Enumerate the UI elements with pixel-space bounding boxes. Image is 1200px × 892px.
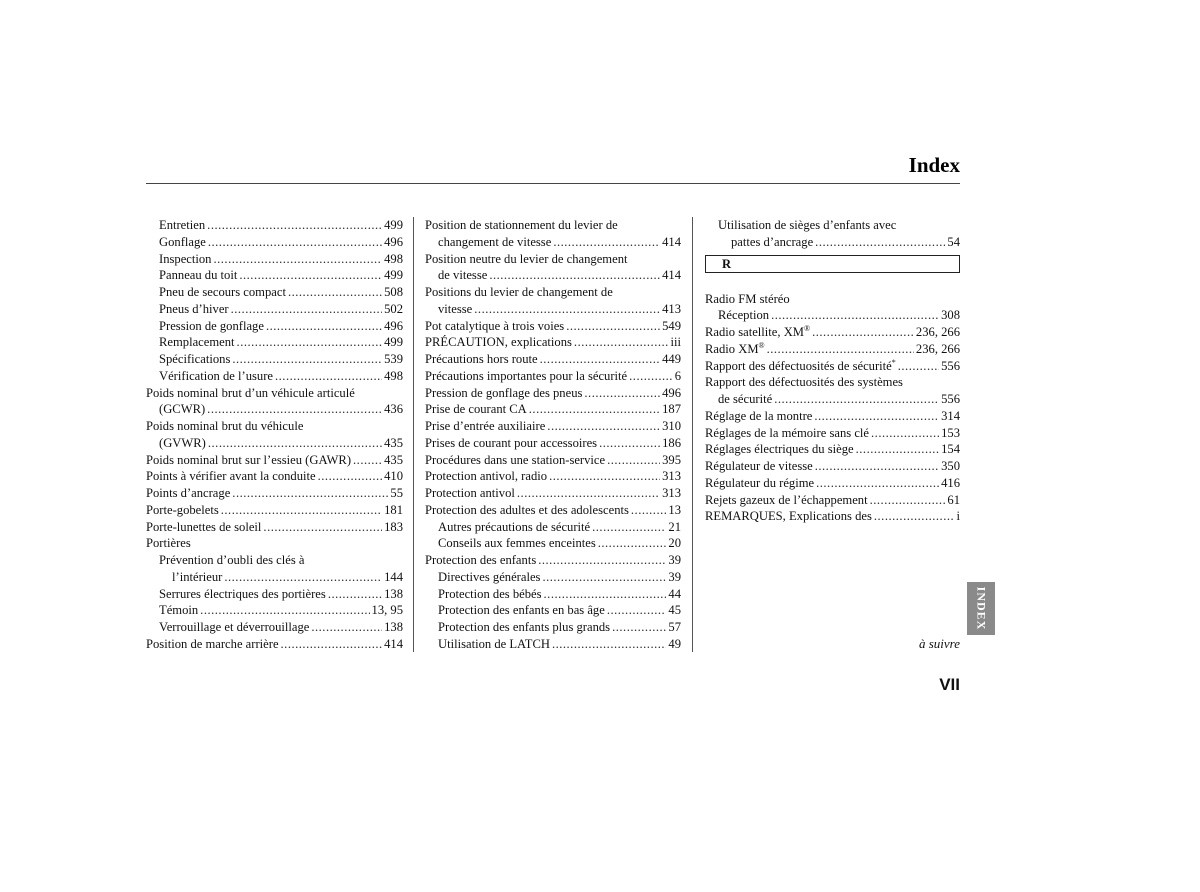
index-column-2 <box>425 217 681 653</box>
dot-leader <box>898 358 939 375</box>
index-entry-page: 54 <box>947 234 960 249</box>
index-entry-label: Pression de gonflage <box>159 318 264 333</box>
index-entry <box>425 318 681 335</box>
index-entry <box>146 267 403 284</box>
index-entry-page: 449 <box>662 352 681 366</box>
index-entry <box>705 291 960 308</box>
dot-leader <box>856 441 939 458</box>
dot-leader <box>599 435 660 452</box>
index-entry-page: i <box>956 509 960 524</box>
index-column-3 <box>705 217 960 525</box>
index-entry <box>146 234 403 251</box>
index-entry <box>146 619 403 636</box>
index-entry-label: Rejets gazeux de l’échappement <box>705 492 868 507</box>
index-entry-label: Vérification de l’usure <box>159 368 273 383</box>
index-entry-page: 181 <box>384 502 403 517</box>
dot-leader <box>598 535 667 552</box>
index-entry-label: Entretien <box>159 218 206 232</box>
section-r-entries <box>705 291 960 526</box>
dot-leader <box>871 425 939 442</box>
index-entry-page: 499 <box>384 218 403 232</box>
index-entry-page: iii <box>670 335 681 350</box>
dot-leader <box>631 502 667 519</box>
page-number: VII <box>939 675 960 694</box>
index-entry-page: 313 <box>662 469 681 484</box>
index-entry-label: Spécifications <box>159 352 231 366</box>
index-entry-page: 414 <box>662 234 681 249</box>
index-entry <box>705 358 960 375</box>
index-entry-label: Porte-gobelets <box>146 502 219 517</box>
index-entry-label: Protection des enfants plus grands <box>438 620 611 634</box>
dot-leader <box>239 267 382 284</box>
index-entry-label: Prise d’entrée auxiliaire <box>425 419 546 433</box>
index-entry-page: 498 <box>384 251 403 266</box>
index-entry-page: 435 <box>384 452 403 467</box>
index-entry-page: 39 <box>668 569 681 584</box>
index-entry-label: Protection antivol, radio <box>425 469 548 484</box>
index-entry-label: Poids nominal brut du véhicule <box>146 419 304 433</box>
index-entry-label: Position de stationnement du levier de <box>425 218 618 232</box>
index-entry-label: Pneu de secours compact <box>159 285 286 299</box>
index-entry-page: 310 <box>662 419 681 433</box>
index-entry <box>146 284 403 301</box>
index-entry-page: 556 <box>941 358 960 373</box>
index-entry <box>425 519 681 536</box>
index-entry <box>146 452 403 469</box>
dot-leader <box>815 234 945 251</box>
index-entry <box>705 307 960 324</box>
dot-leader <box>263 519 382 536</box>
dot-leader <box>607 452 660 469</box>
index-entry-label: Réglages de la mémoire sans clé <box>705 425 870 440</box>
superscript-mark: ® <box>804 323 811 333</box>
index-entry-page: 153 <box>941 425 960 440</box>
dot-leader <box>517 485 660 502</box>
index-entry-label: Pression de gonflage des pneus <box>425 385 583 400</box>
index-entry <box>146 569 403 586</box>
superscript-mark: ® <box>758 340 765 350</box>
index-entry <box>146 485 403 502</box>
index-entry-label: Panneau du toit <box>159 268 238 283</box>
index-entry-label: Position neutre du levier de changement <box>425 251 628 266</box>
index-entry <box>425 485 681 502</box>
dot-leader <box>232 351 382 368</box>
index-entry-page: 496 <box>384 318 403 333</box>
index-entry-page: 20 <box>668 536 681 551</box>
index-entry <box>705 234 960 251</box>
dot-leader <box>200 602 369 619</box>
dot-leader <box>612 619 666 636</box>
index-entry-label: Remplacement <box>159 335 235 350</box>
index-entry-page: 308 <box>941 308 960 323</box>
index-entry <box>425 586 681 603</box>
dot-leader <box>207 217 382 234</box>
dot-leader <box>607 602 667 619</box>
index-entry <box>705 324 960 341</box>
index-entry-label: Positions du levier de changement de <box>425 285 613 299</box>
dot-leader <box>231 301 383 318</box>
index-entry-label: Utilisation de sièges d’enfants avec <box>718 218 897 232</box>
index-entry-page: 496 <box>384 234 403 249</box>
index-entry-page: 556 <box>941 392 960 406</box>
dot-leader <box>275 368 382 385</box>
index-entry <box>425 636 681 653</box>
dot-leader <box>311 619 382 636</box>
index-entry-label: Portières <box>146 536 191 551</box>
column-divider <box>692 217 693 652</box>
index-entry <box>146 636 403 653</box>
index-entry-label: Inspection <box>159 251 212 266</box>
index-entry <box>425 468 681 485</box>
index-entry-page: 61 <box>947 492 960 507</box>
index-entry-label: Protection des enfants en bas âge <box>438 603 605 618</box>
index-entry-label: Protection des bébés <box>438 586 542 601</box>
index-entry <box>425 301 681 318</box>
index-entry-page: 21 <box>668 519 681 534</box>
dot-leader <box>815 458 939 475</box>
dot-leader <box>816 475 939 492</box>
index-entry-page: 414 <box>384 636 403 651</box>
index-entry <box>146 435 403 452</box>
index-column-1 <box>146 217 403 653</box>
index-entry-label: Pneus d’hiver <box>159 301 229 316</box>
dot-leader <box>549 468 660 485</box>
index-entry-label: Précautions hors route <box>425 352 538 366</box>
index-entry <box>146 519 403 536</box>
index-entry-label: de sécurité <box>718 392 773 406</box>
dot-leader <box>540 351 660 368</box>
index-entry <box>146 602 403 619</box>
dot-leader <box>553 234 660 251</box>
index-entry-page: 413 <box>662 301 681 316</box>
index-entry <box>146 418 403 435</box>
index-entry <box>425 418 681 435</box>
index-entry-page: 435 <box>384 435 403 450</box>
index-entry-label: Autres précautions de sécurité <box>438 519 591 534</box>
index-entry-label: Gonflage <box>159 234 206 249</box>
index-entry-page: 39 <box>668 553 681 567</box>
dot-leader <box>592 519 666 536</box>
dot-leader <box>266 318 382 335</box>
index-entry-page: 313 <box>662 486 681 500</box>
index-entry <box>425 435 681 452</box>
index-entry-page: 45 <box>668 603 681 618</box>
continued-note: à suivre <box>918 636 960 651</box>
dot-leader <box>547 418 660 435</box>
index-entry <box>425 401 681 418</box>
page-title: Index <box>908 153 960 177</box>
dot-leader <box>771 307 939 324</box>
dot-leader <box>208 435 382 452</box>
index-entry-label: Points d’ancrage <box>146 486 231 500</box>
index-entry-label: Position de marche arrière <box>146 636 279 651</box>
dot-leader <box>767 341 914 358</box>
index-entry <box>146 385 403 402</box>
index-entry <box>146 535 403 552</box>
title-rule <box>146 183 960 184</box>
index-entry-label: pattes d’ancrage <box>731 234 814 249</box>
index-column-3-top <box>705 217 960 251</box>
index-entry <box>705 441 960 458</box>
dot-leader <box>544 586 667 603</box>
index-entry-page: 539 <box>384 352 403 366</box>
index-entry-page: 183 <box>384 519 403 534</box>
index-entry <box>425 552 681 569</box>
dot-leader <box>474 301 660 318</box>
dot-leader <box>288 284 382 301</box>
index-entry-page: 44 <box>668 586 681 601</box>
dot-leader <box>774 391 939 408</box>
index-entry <box>425 385 681 402</box>
dot-leader <box>328 586 382 603</box>
index-entry-page: 236, 266 <box>915 325 960 339</box>
index-entry <box>146 351 403 368</box>
index-entry-page: 508 <box>384 285 403 299</box>
index-entry-label: PRÉCAUTION, explications <box>425 335 572 350</box>
index-entry-label: vitesse <box>438 301 473 316</box>
index-entry <box>705 508 960 525</box>
index-entry <box>146 318 403 335</box>
dot-leader <box>566 318 660 335</box>
index-entry-label: Rapport des défectuosités des systèmes <box>705 375 903 390</box>
index-entry <box>146 502 403 519</box>
index-entry <box>425 569 681 586</box>
index-entry-page: 236, 266 <box>915 341 960 356</box>
index-entry <box>146 552 403 569</box>
index-entry-label: Poids nominal brut d’un véhicule articulé <box>146 385 355 400</box>
index-entry-label: changement de vitesse <box>438 234 552 249</box>
index-entry-label: (GVWR) <box>159 435 206 450</box>
index-entry-page: 144 <box>384 569 403 584</box>
index-entry <box>425 217 681 234</box>
index-entry-page: 187 <box>662 402 681 417</box>
index-side-tab[interactable] <box>967 582 995 635</box>
index-entry-page: 314 <box>941 408 960 423</box>
column-divider <box>413 217 414 652</box>
index-entry-label: Prise de courant CA <box>425 402 527 417</box>
index-entry-page: 55 <box>390 486 403 500</box>
index-entry-page: 6 <box>674 368 681 383</box>
index-entry <box>425 535 681 552</box>
index-entry <box>705 458 960 475</box>
index-entry <box>425 602 681 619</box>
section-header-r: R <box>705 255 960 273</box>
index-entry <box>705 425 960 442</box>
index-entry-label: Radio FM stéréo <box>705 291 790 306</box>
index-entry <box>146 334 403 351</box>
index-entry-page: 549 <box>662 318 681 333</box>
index-entry <box>425 284 681 301</box>
index-entry-label: Protection antivol <box>425 486 515 500</box>
index-entry-label: Témoin <box>159 603 199 618</box>
index-entry-label: de vitesse <box>438 268 488 283</box>
superscript-mark: * <box>891 357 896 367</box>
index-entry <box>425 334 681 351</box>
index-entry-label: Rapport des défectuosités de sécurité* <box>705 357 896 373</box>
index-entry <box>146 251 403 268</box>
index-entry-label: Radio XM® <box>705 340 765 356</box>
index-entry <box>705 391 960 408</box>
dot-leader <box>224 569 382 586</box>
index-entry-label: Protection des enfants <box>425 553 537 567</box>
index-entry <box>425 351 681 368</box>
index-entry <box>425 368 681 385</box>
dot-leader <box>574 334 669 351</box>
index-entry-label: (GCWR) <box>159 402 206 417</box>
index-entry <box>705 341 960 358</box>
dot-leader <box>281 636 383 653</box>
index-entry-page: 57 <box>668 620 681 634</box>
index-entry <box>146 301 403 318</box>
dot-leader <box>221 502 382 519</box>
dot-leader <box>489 267 660 284</box>
dot-leader <box>207 401 382 418</box>
index-entry <box>705 217 960 234</box>
index-entry-label: Points à vérifier avant la conduite <box>146 469 316 484</box>
index-entry-page: 499 <box>384 268 403 283</box>
index-entry <box>705 374 960 391</box>
index-entry-page: 13, 95 <box>371 603 403 618</box>
index-entry-page: 154 <box>941 442 960 457</box>
dot-leader <box>232 485 388 502</box>
index-entry-page: 498 <box>384 368 403 383</box>
index-entry-label: Protection des adultes et des adolescents <box>425 502 629 517</box>
index-entry <box>705 492 960 509</box>
index-entry-page: 410 <box>384 469 403 484</box>
index-entry-label: Précautions importantes pour la sécurité <box>425 368 628 383</box>
index-entry <box>146 368 403 385</box>
dot-leader <box>213 251 382 268</box>
index-entry-page: 13 <box>668 502 681 517</box>
index-entry <box>705 475 960 492</box>
index-entry-label: Verrouillage et déverrouillage <box>159 620 310 634</box>
index-entry-page: 416 <box>941 475 960 490</box>
index-entry <box>425 502 681 519</box>
dot-leader <box>874 508 955 525</box>
index-entry <box>425 452 681 469</box>
dot-leader <box>529 401 660 418</box>
index-entry <box>146 586 403 603</box>
index-entry <box>705 408 960 425</box>
index-entry-page: 414 <box>662 268 681 283</box>
dot-leader <box>237 334 383 351</box>
index-entry-label: Conseils aux femmes enceintes <box>438 536 596 551</box>
dot-leader <box>542 569 666 586</box>
index-entry <box>425 251 681 268</box>
dot-leader <box>870 492 946 509</box>
index-entry-label: Réception <box>718 308 770 323</box>
dot-leader <box>318 468 382 485</box>
index-entry-label: Réglage de la montre <box>705 408 813 423</box>
index-entry-label: l’intérieur <box>172 569 223 584</box>
index-entry-page: 502 <box>384 301 403 316</box>
dot-leader <box>538 552 666 569</box>
dot-leader <box>353 452 382 469</box>
index-entry-page: 395 <box>662 452 681 467</box>
index-entry-label: Porte-lunettes de soleil <box>146 519 262 534</box>
index-entry-page: 138 <box>384 620 403 634</box>
index-entry <box>425 234 681 251</box>
index-entry-page: 186 <box>662 435 681 450</box>
index-entry-page: 49 <box>668 636 681 651</box>
index-entry-label: Radio satellite, XM® <box>705 323 811 339</box>
index-entry-page: 499 <box>384 335 403 350</box>
index-entry-label: Régulateur du régime <box>705 475 815 490</box>
index-entry-label: Directives générales <box>438 569 541 584</box>
index-entry-page: 496 <box>662 385 681 400</box>
index-entry <box>425 267 681 284</box>
index-entry <box>425 619 681 636</box>
index-entry-label: Utilisation de LATCH <box>438 636 550 651</box>
index-entry-page: 350 <box>941 459 960 473</box>
index-entry <box>146 217 403 234</box>
dot-leader <box>552 636 666 653</box>
dot-leader <box>208 234 382 251</box>
index-entry-label: REMARQUES, Explications des <box>705 509 872 524</box>
index-entry-label: Prévention d’oubli des clés à <box>159 553 305 567</box>
dot-leader <box>814 408 939 425</box>
index-entry-label: Serrures électriques des portières <box>159 586 326 601</box>
index-entry <box>146 468 403 485</box>
dot-leader <box>629 368 673 385</box>
index-entry-label: Poids nominal brut sur l’essieu (GAWR) <box>146 452 352 467</box>
index-entry-label: Prises de courant pour accessoires <box>425 435 598 450</box>
side-tab-label: INDEX <box>974 586 989 631</box>
index-entry <box>146 401 403 418</box>
dot-leader <box>584 385 660 402</box>
index-entry-label: Procédures dans une station-service <box>425 452 606 467</box>
index-entry-label: Pot catalytique à trois voies <box>425 318 565 333</box>
index-entry-label: Régulateur de vitesse <box>705 459 813 473</box>
dot-leader <box>812 324 914 341</box>
index-entry-page: 138 <box>384 586 403 601</box>
index-entry-label: Réglages électriques du siège <box>705 442 854 457</box>
index-entry-page: 436 <box>384 402 403 417</box>
